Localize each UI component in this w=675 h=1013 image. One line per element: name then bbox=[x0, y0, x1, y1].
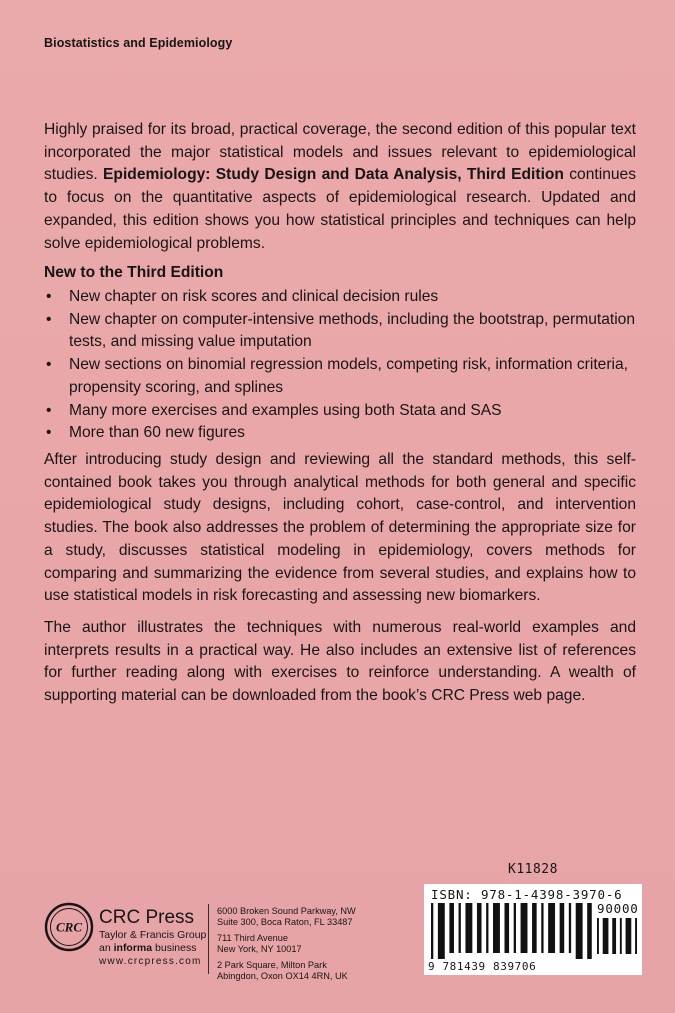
publisher-group: Taylor & Francis Group bbox=[99, 929, 207, 941]
crc-press-logo bbox=[44, 902, 94, 952]
barcode-bar bbox=[560, 903, 565, 953]
barcode-box bbox=[424, 884, 642, 975]
addon-barcode bbox=[597, 918, 637, 960]
publisher-name: CRC Press bbox=[99, 907, 195, 928]
description-paragraph: After introducing study design and reviewing all the standard methods, this self-contained book takes you through analytical methods for both general and specific epidemiological study designs, including cohort, case-control, and intervention studies. The book also addresses the problem of determining the appropriate size for a study, discusses statistical modeling in epidemiology, covers methods for comparing and summarizing the evidence from several studies, and explains how to use statistical models in risk forecasting and assessing new biomarkers. bbox=[44, 451, 636, 605]
new-edition-heading: New to the Third Edition bbox=[44, 264, 224, 281]
intro-text-1: Highly praised for its broad, practical coverage, the second edition of this popular text incorporated the major statistical models and issues relevant to epidemiological studies. bbox=[44, 121, 636, 184]
barcode-bar bbox=[548, 903, 555, 953]
address-boca-raton: 6000 Broken Sound Parkway, NW Suite 300, Boca Raton, FL 33487 bbox=[217, 906, 356, 927]
product-code: K11828 bbox=[508, 862, 558, 877]
intro-text-2: continues to focus on the quantitative aspects of epidemiological research. Updated and expanded, this edition shows you how statistical principles and techniques can help solve epidemiological problems. bbox=[44, 166, 637, 252]
publisher-info bbox=[99, 907, 206, 955]
price-code: 90000 bbox=[597, 901, 639, 916]
bullet-icon: • bbox=[46, 424, 52, 442]
barcode-bar bbox=[438, 903, 445, 959]
list-item: • New chapter on risk scores and clinical decision rules bbox=[44, 286, 636, 309]
barcode-bar bbox=[541, 903, 543, 953]
bullet-icon: • bbox=[46, 288, 52, 305]
new-edition-list bbox=[44, 286, 636, 445]
bullet-icon: • bbox=[46, 401, 52, 419]
barcode-bar bbox=[587, 903, 592, 959]
barcode-bar bbox=[635, 918, 637, 954]
intro-paragraph bbox=[44, 119, 636, 255]
barcode-digits: 9 781439 839706 bbox=[428, 960, 537, 973]
barcode-bar bbox=[569, 903, 571, 953]
barcode-bar bbox=[521, 903, 528, 953]
list-item: • Many more exercises and examples using both Stata and SAS bbox=[44, 400, 636, 423]
barcode-bar bbox=[612, 918, 616, 954]
barcode-bar bbox=[514, 903, 516, 953]
barcode-bar bbox=[486, 903, 488, 953]
barcode-bar bbox=[603, 918, 609, 954]
address-abingdon: 2 Park Square, Milton Park Abingdon, Oxon OX14 4RN, UK bbox=[217, 960, 348, 981]
list-item: • New sections on binomial regression models, competing risk, information criteria, propensity scoring, and splines bbox=[46, 356, 629, 396]
publisher-url[interactable]: www.crcpress.com bbox=[99, 956, 202, 967]
bullet-icon: • bbox=[46, 356, 52, 374]
barcode-bar bbox=[505, 903, 510, 953]
barcode-bar bbox=[493, 903, 500, 953]
isbn-text: ISBN: 978-1-4398-3970-6 bbox=[431, 887, 623, 902]
barcode-bar bbox=[477, 903, 482, 953]
barcode-bar bbox=[465, 903, 472, 953]
address-divider bbox=[208, 904, 209, 974]
series-title: Biostatistics and Epidemiology bbox=[44, 36, 233, 50]
ean-barcode bbox=[431, 903, 595, 959]
barcode-bar bbox=[431, 903, 433, 959]
barcode-bar bbox=[532, 903, 537, 953]
list-item: • New chapter on computer-intensive methods, including the bootstrap, permutation tests, and missing value imputation bbox=[46, 310, 636, 351]
barcode-bar bbox=[576, 903, 583, 959]
book-title: Epidemiology: Study Design and Data Analysis, Third Edition bbox=[103, 166, 564, 184]
publisher-business: an informa business bbox=[99, 942, 197, 954]
address-new-york: 711 Third Avenue New York, NY 10017 bbox=[217, 933, 302, 954]
barcode-bar bbox=[626, 918, 632, 954]
barcode-bar bbox=[459, 903, 461, 953]
barcode-bar bbox=[449, 903, 454, 953]
barcode-bar bbox=[597, 918, 599, 954]
barcode-bar bbox=[620, 918, 622, 954]
author-paragraph: The author illustrates the techniques with numerous real-world examples and interprets results in a practical way. He also includes an extensive list of references for further reading along with exercises to reinforce understanding. A wealth of supporting material can be downloaded from the book’s CRC Press web page. bbox=[44, 619, 636, 705]
logo-text: CRC bbox=[55, 919, 83, 935]
list-item: • More than 60 new figures bbox=[44, 422, 636, 445]
bullet-icon: • bbox=[46, 310, 52, 328]
